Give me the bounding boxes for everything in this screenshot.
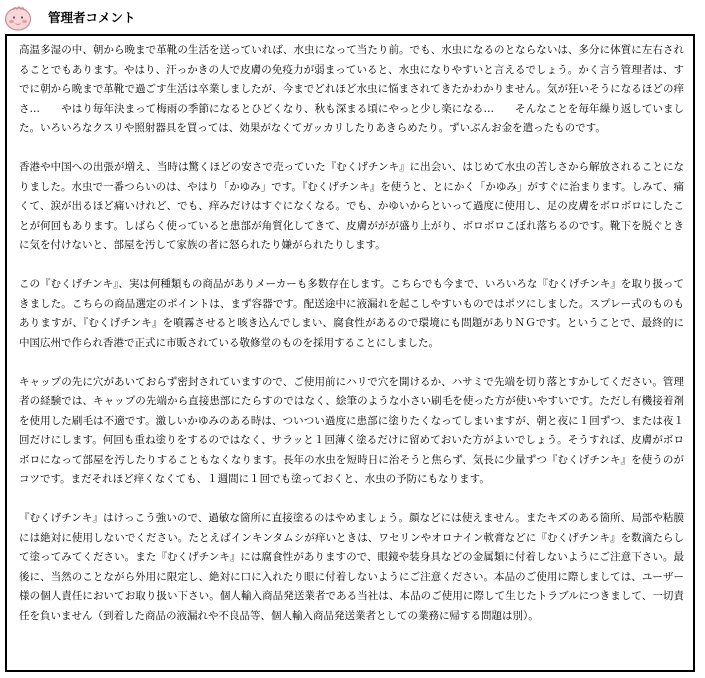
comment-paragraph-2: 香港や中国への出張が増え、当時は驚くほどの安さで売っていた『むくげチンキ』に出会い、はじめて水虫の苦しさから解放されることになりました。水虫で一番つらいのは、やはり「かゆみ」です。『むくげチンキ』を使うと、とにかく「かゆみ」がすぐに治まります。しみて、痛くて、涙が出るほど痛いけれど、でも、痒みだけはすぐになくなる。でも、かゆいからといって過度に使用し、足の皮膚をボロボロにしたことが何回もあります。しばらく使っていると患部が角質化してきて、皮膚ががが盛り上がり、ボロボロこぼれ落ちるのです。靴下を脱ぐときに気を付けないと、部屋を汚して家族の者に怒られたり嫌がられたりします。: [19, 161, 684, 251]
comment-paragraph-4: キャップの先に穴があいておらず密封されていますので、ご使用前にハリで穴を開けるか、ハサミで先端を切り落とすかしてください。管理者の経験では、キャップの先端から直接患部にたらすのではなく、絵筆のような小さい刷毛を使った方が使いやすいです。ただし有機接着剤を使用した刷毛は不適です。激しいかゆみのある時は、ついつい過度に患部に塗りたくなってしまいますが、朝と夜に１回ずつ、または夜１回だけにします。何回も重ね塗りをするのではなく、サラッと１回薄く塗るだけに留めておいた方がよいでしょう。そうすれば、皮膚がボロボロになって部屋を汚したりすることもなくなります。長年の水虫を短時日に治そうと焦らず、気長に少量ずつ『むくげチンキ』を使うのがコツです。まだそれほど痒くなくても、１週間に１回でも塗っておくと、水虫の予防にもなります。: [19, 375, 684, 485]
comment-paragraph-1: 高温多湿の中、朝から晩まで革靴の生活を送っていれば、水虫になって当たり前。でも、水虫になるのとならないは、多分に体質に左右されることでもあります。やはり、汗っかきの人で皮膚の免疫力が弱まっていると、水虫になりやすいと言えるでしょう。かく言う管理者は、すでに朝から晩まで革靴で過ごす生活は卒業しましたが、今までどれほど水虫に悩まされてきたかわかりません。気が狂いそうになるほどの痒さ… やはり毎年決まって梅雨の季節になるとひどくなり、秋も深まる頃にやっと少し楽になる… そんなことを毎年繰り返していました。いろいろなクスリや照射器具を買っては、効果がなくてガッカリしたりあきらめたり。ずいぶんお金を遣ったものです。: [19, 44, 684, 134]
baby-face-icon: [4, 5, 32, 31]
comment-box: [5, 34, 695, 672]
avatar-eye-left: [13, 16, 15, 18]
avatar-cheek-left: [9, 20, 14, 23]
avatar-eye-right: [21, 16, 23, 18]
avatar-face: [6, 8, 31, 30]
comment-header-title: 管理者コメント: [48, 10, 136, 25]
avatar-cheek-right: [22, 20, 27, 23]
comment-paragraph-3: この『むくげチンキ』、実は何種類もの商品がありメーカーも多数存在します。こちらでも今まで、いろいろな『むくげチンキ』を取り扱ってきました。こちらの商品選定のポイントは、まず容器です。配送途中に液漏れを起こしやすいものではポツにしました。スプレー式のものもありますが、『むくげチンキ』を噴霧させると咳き込んでしまい、腐食性があるので環境にも問題がありＮＧです。ということで、最終的に中国広州で作られ香港で正式に市販されている敬修堂のものを採用することにしました。: [19, 278, 684, 349]
comment-header: [0, 0, 705, 34]
comment-paragraph-5: 『むくげチンキ』はけっこう強いので、過敏な箇所に直接塗るのはやめましょう。顔などには使えません。またキズのある箇所、局部や粘膜には絶対に使用しないでください。たとえばインキンタムシが痒いときは、ワセリンやオロナイン軟膏などに『むくげチンキ』を数滴たらして塗ってみてください。また『むくげチンキ』には腐食性がありますので、眼鏡や装身具などの金属類に付着しないようにご注意下さい。最後に、当然のことながら外用に限定し、絶対に口に入れたり眼に付着しないようにご注意ください。本品のご使用に際しましては、ユーザー様の個人責任においてお取り扱い下さい。個人輸入商品発送業者である当社は、本品のご使用に際して生じたトラブルにつきまして、一切責任を負いません（到着した商品の液漏れや不良品等、個人輸入商品発送業者としての業務に帰する問題は別）。: [19, 512, 684, 622]
